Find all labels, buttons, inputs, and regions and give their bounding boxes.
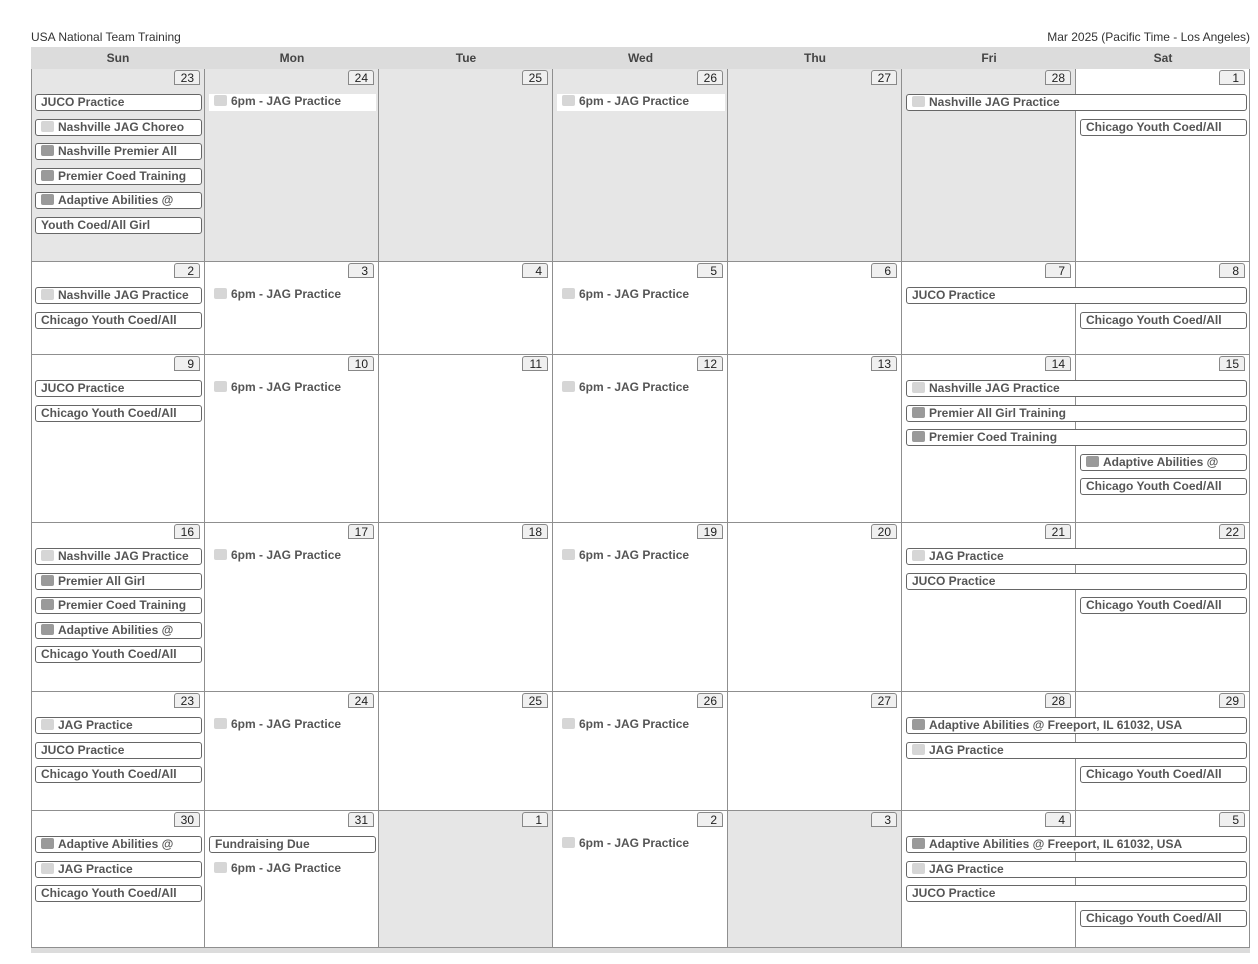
event-color-swatch-icon — [912, 744, 925, 755]
event-title: Adaptive Abilities @ — [1103, 454, 1219, 469]
day-number[interactable]: 2 — [174, 263, 200, 278]
event-title: Chicago Youth Coed/All — [1086, 119, 1222, 134]
calendar-event[interactable] — [35, 597, 202, 614]
event-title: Chicago Youth Coed/All — [1086, 767, 1222, 782]
day-number[interactable]: 25 — [522, 693, 548, 708]
calendar-period: Mar 2025 (Pacific Time - Los Angeles) — [1047, 30, 1250, 44]
event-title: JAG Practice — [929, 549, 1004, 563]
day-number[interactable]: 10 — [348, 356, 374, 371]
day-cell[interactable] — [553, 262, 728, 355]
day-number[interactable]: 23 — [174, 70, 200, 85]
day-header-mon: Mon — [205, 47, 379, 69]
day-number[interactable]: 5 — [1219, 812, 1245, 827]
event-color-swatch-icon — [562, 95, 575, 106]
day-cell[interactable] — [379, 69, 553, 262]
day-header-sat: Sat — [1076, 47, 1250, 69]
event-color-swatch-icon — [41, 194, 54, 205]
day-cell[interactable] — [728, 355, 902, 523]
day-number[interactable]: 20 — [871, 524, 897, 539]
event-color-swatch-icon — [41, 624, 54, 635]
day-number[interactable]: 16 — [174, 524, 200, 539]
calendar-event[interactable] — [35, 717, 202, 734]
day-header-thu: Thu — [728, 47, 902, 69]
day-cell[interactable] — [31, 262, 205, 355]
calendar-event[interactable] — [557, 717, 725, 734]
day-cell[interactable] — [1076, 262, 1250, 355]
event-color-swatch-icon — [214, 718, 227, 729]
calendar-event[interactable] — [1080, 454, 1247, 471]
day-number[interactable]: 2 — [697, 812, 723, 827]
day-number[interactable]: 4 — [1045, 812, 1071, 827]
calendar-event[interactable] — [35, 119, 202, 136]
event-title: Nashville JAG Choreo — [58, 119, 185, 134]
day-number[interactable]: 24 — [348, 693, 374, 708]
event-color-swatch-icon — [562, 837, 575, 848]
day-cell[interactable] — [553, 692, 728, 811]
calendar-event[interactable] — [209, 380, 376, 397]
day-cell[interactable] — [728, 262, 902, 355]
event-title: Fundraising Due — [215, 837, 310, 851]
calendar-event[interactable] — [209, 836, 376, 853]
event-title: 6pm - JAG Practice — [231, 380, 342, 394]
day-number[interactable]: 11 — [522, 356, 548, 371]
day-number[interactable]: 12 — [697, 356, 723, 371]
event-color-swatch-icon — [41, 170, 54, 181]
event-title: Chicago Youth Coed/All — [1086, 312, 1222, 327]
day-header-wed: Wed — [553, 47, 728, 69]
event-title: JAG Practice — [929, 742, 1004, 757]
event-color-swatch-icon — [41, 289, 54, 300]
calendar-event[interactable] — [35, 168, 202, 185]
day-number[interactable]: 25 — [522, 70, 548, 85]
calendar-event[interactable] — [35, 861, 202, 878]
calendar-event[interactable] — [35, 405, 202, 422]
event-title: Adaptive Abilities @ — [58, 837, 174, 851]
day-number[interactable]: 1 — [522, 812, 548, 827]
event-color-swatch-icon — [41, 863, 54, 874]
event-title: 6pm - JAG Practice — [231, 717, 342, 731]
event-title: 6pm - JAG Practice — [579, 380, 690, 394]
event-title: 6pm - JAG Practice — [231, 860, 342, 875]
calendar-event[interactable] — [35, 192, 202, 209]
day-cell[interactable] — [205, 811, 379, 948]
day-number[interactable]: 28 — [1045, 693, 1071, 708]
day-number[interactable]: 17 — [348, 524, 374, 539]
event-title: Chicago Youth Coed/All — [41, 767, 177, 782]
event-title: JUCO Practice — [41, 742, 125, 757]
event-color-swatch-icon — [912, 407, 925, 418]
event-title: Premier Coed Training — [58, 168, 187, 183]
calendar-title: USA National Team Training — [31, 30, 181, 44]
day-cell[interactable] — [379, 355, 553, 523]
event-color-swatch-icon — [912, 838, 925, 849]
day-number[interactable]: 22 — [1219, 524, 1245, 539]
day-number[interactable]: 27 — [871, 70, 897, 85]
event-color-swatch-icon — [562, 381, 575, 392]
calendar-event[interactable] — [906, 405, 1247, 422]
day-number[interactable]: 15 — [1219, 356, 1245, 371]
event-color-swatch-icon — [41, 550, 54, 561]
calendar-event[interactable] — [557, 380, 725, 397]
calendar-event[interactable] — [209, 548, 376, 565]
calendar-event[interactable] — [557, 836, 725, 853]
event-title: 6pm - JAG Practice — [579, 94, 690, 108]
event-title: JUCO Practice — [912, 886, 996, 901]
event-color-swatch-icon — [214, 95, 227, 106]
calendar-event[interactable] — [557, 548, 725, 565]
day-number[interactable]: 6 — [871, 263, 897, 278]
event-color-swatch-icon — [912, 96, 925, 107]
event-title: Nashville JAG Practice — [58, 549, 189, 563]
calendar-event[interactable] — [906, 429, 1247, 446]
event-title: Chicago Youth Coed/All — [1086, 479, 1222, 494]
calendar-event[interactable] — [1080, 312, 1247, 329]
event-title: Chicago Youth Coed/All — [41, 886, 177, 901]
calendar-event[interactable] — [1080, 597, 1247, 614]
event-color-swatch-icon — [562, 718, 575, 729]
event-color-swatch-icon — [562, 549, 575, 560]
calendar-footer-bar — [31, 948, 1250, 953]
event-color-swatch-icon — [41, 121, 54, 132]
event-title: Chicago Youth Coed/All — [41, 405, 177, 420]
event-color-swatch-icon — [41, 838, 54, 849]
event-color-swatch-icon — [41, 145, 54, 156]
calendar-event[interactable] — [35, 573, 202, 590]
day-cell[interactable] — [553, 811, 728, 948]
calendar-event[interactable] — [906, 94, 1247, 111]
event-color-swatch-icon — [41, 599, 54, 610]
calendar-event[interactable] — [1080, 478, 1247, 495]
event-title: Nashville JAG Practice — [929, 95, 1060, 109]
day-number[interactable]: 4 — [522, 263, 548, 278]
event-title: Adaptive Abilities @ — [58, 622, 174, 637]
day-cell[interactable] — [205, 262, 379, 355]
event-title: 6pm - JAG Practice — [579, 717, 690, 731]
calendar-event[interactable] — [906, 287, 1247, 304]
day-number[interactable]: 27 — [871, 693, 897, 708]
event-color-swatch-icon — [214, 381, 227, 392]
event-title: JUCO Practice — [912, 288, 996, 302]
event-color-swatch-icon — [41, 575, 54, 586]
day-header-fri: Fri — [902, 47, 1076, 69]
calendar-event[interactable] — [1080, 766, 1247, 783]
event-title: 6pm - JAG Practice — [231, 548, 342, 562]
day-cell[interactable] — [902, 811, 1076, 948]
day-cell[interactable] — [902, 262, 1076, 355]
event-color-swatch-icon — [214, 862, 227, 873]
event-title: Chicago Youth Coed/All — [41, 647, 177, 662]
calendar-event[interactable] — [35, 646, 202, 663]
event-color-swatch-icon — [912, 550, 925, 561]
day-cell[interactable] — [379, 692, 553, 811]
calendar-event[interactable] — [35, 885, 202, 902]
day-cell[interactable] — [728, 811, 902, 948]
day-cell[interactable] — [379, 523, 553, 692]
event-title: Premier All Girl — [58, 573, 145, 588]
day-number[interactable]: 9 — [174, 356, 200, 371]
event-title: Chicago Youth Coed/All — [1086, 598, 1222, 613]
event-title: JAG Practice — [58, 861, 133, 876]
event-color-swatch-icon — [562, 288, 575, 299]
calendar-event[interactable] — [35, 766, 202, 783]
day-number[interactable]: 26 — [697, 693, 723, 708]
month-grid — [31, 47, 1250, 953]
event-title: JAG Practice — [929, 861, 1004, 876]
day-number[interactable]: 1 — [1219, 70, 1245, 85]
calendar-event[interactable] — [906, 573, 1247, 590]
calendar-event[interactable] — [35, 742, 202, 759]
day-number[interactable]: 29 — [1219, 693, 1245, 708]
day-number[interactable]: 8 — [1219, 263, 1245, 278]
event-title: 6pm - JAG Practice — [231, 94, 342, 108]
day-number[interactable]: 7 — [1045, 263, 1071, 278]
day-header-tue: Tue — [379, 47, 553, 69]
event-color-swatch-icon — [214, 549, 227, 560]
day-number[interactable]: 31 — [348, 812, 374, 827]
day-number[interactable]: 19 — [697, 524, 723, 539]
calendar-event[interactable] — [209, 94, 376, 111]
calendar-event[interactable] — [557, 94, 725, 111]
calendar-event[interactable] — [35, 143, 202, 160]
day-cell[interactable] — [379, 262, 553, 355]
event-color-swatch-icon — [912, 863, 925, 874]
day-header-sun: Sun — [31, 47, 205, 69]
event-title: 6pm - JAG Practice — [579, 836, 690, 850]
calendar-event[interactable] — [906, 836, 1247, 853]
calendar-event[interactable] — [209, 287, 376, 304]
day-cell[interactable] — [379, 811, 553, 948]
event-title: 6pm - JAG Practice — [231, 287, 342, 301]
event-title: Adaptive Abilities @ Freeport, IL 61032, USA — [929, 718, 1183, 732]
event-color-swatch-icon — [41, 719, 54, 730]
event-color-swatch-icon — [912, 719, 925, 730]
event-title: Nashville Premier All — [58, 144, 177, 159]
event-title: 6pm - JAG Practice — [579, 287, 690, 301]
event-color-swatch-icon — [912, 431, 925, 442]
calendar-event[interactable] — [35, 836, 202, 853]
calendar-event[interactable] — [1080, 910, 1247, 927]
event-title: 6pm - JAG Practice — [579, 548, 690, 562]
calendar-event[interactable] — [906, 548, 1247, 565]
day-number[interactable]: 3 — [871, 812, 897, 827]
calendar-event[interactable] — [906, 861, 1247, 878]
event-color-swatch-icon — [1086, 456, 1099, 467]
calendar-event[interactable] — [906, 885, 1247, 902]
day-number[interactable]: 14 — [1045, 356, 1071, 371]
calendar-event[interactable] — [35, 217, 202, 234]
event-title: JUCO Practice — [912, 573, 996, 588]
day-number[interactable]: 30 — [174, 812, 200, 827]
calendar-event[interactable] — [35, 380, 202, 397]
day-number[interactable]: 26 — [697, 70, 723, 85]
day-number[interactable]: 23 — [174, 693, 200, 708]
event-title: Chicago Youth Coed/All — [41, 312, 177, 327]
calendar-event[interactable] — [1080, 119, 1247, 136]
day-cell[interactable] — [728, 523, 902, 692]
calendar-event[interactable] — [35, 622, 202, 639]
event-color-swatch-icon — [912, 382, 925, 393]
day-number[interactable]: 5 — [697, 263, 723, 278]
event-title: Premier All Girl Training — [929, 405, 1066, 420]
day-number[interactable]: 18 — [522, 524, 548, 539]
day-cell[interactable] — [728, 692, 902, 811]
calendar-event[interactable] — [35, 548, 202, 565]
calendar-event[interactable] — [209, 717, 376, 734]
event-title: Nashville JAG Practice — [58, 288, 189, 302]
calendar-event[interactable] — [35, 94, 202, 111]
event-title: JUCO Practice — [41, 381, 125, 395]
event-title: Youth Coed/All Girl — [41, 218, 151, 232]
event-title: Premier Coed Training — [58, 598, 187, 613]
day-number[interactable]: 21 — [1045, 524, 1071, 539]
calendar-event[interactable] — [35, 287, 202, 304]
calendar-event[interactable] — [209, 861, 376, 878]
event-title: Nashville JAG Practice — [929, 381, 1060, 395]
day-cell[interactable] — [31, 811, 205, 948]
day-cell[interactable] — [1076, 811, 1250, 948]
event-title: JUCO Practice — [41, 95, 125, 109]
event-title: Adaptive Abilities @ — [58, 193, 174, 208]
day-number[interactable]: 28 — [1045, 70, 1071, 85]
calendar-event[interactable] — [906, 380, 1247, 397]
day-cell[interactable] — [205, 692, 379, 811]
event-color-swatch-icon — [214, 288, 227, 299]
event-title: JAG Practice — [58, 718, 133, 732]
day-number[interactable]: 3 — [348, 263, 374, 278]
event-title: Adaptive Abilities @ Freeport, IL 61032, USA — [929, 837, 1183, 851]
calendar-event[interactable] — [906, 742, 1247, 759]
day-cell[interactable] — [728, 69, 902, 262]
calendar-event[interactable] — [557, 287, 725, 304]
day-number[interactable]: 24 — [348, 70, 374, 85]
event-title: Chicago Youth Coed/All — [1086, 910, 1222, 925]
event-title: Premier Coed Training — [929, 430, 1058, 445]
calendar-event[interactable] — [906, 717, 1247, 734]
day-number[interactable]: 13 — [871, 356, 897, 371]
calendar-event[interactable] — [35, 312, 202, 329]
